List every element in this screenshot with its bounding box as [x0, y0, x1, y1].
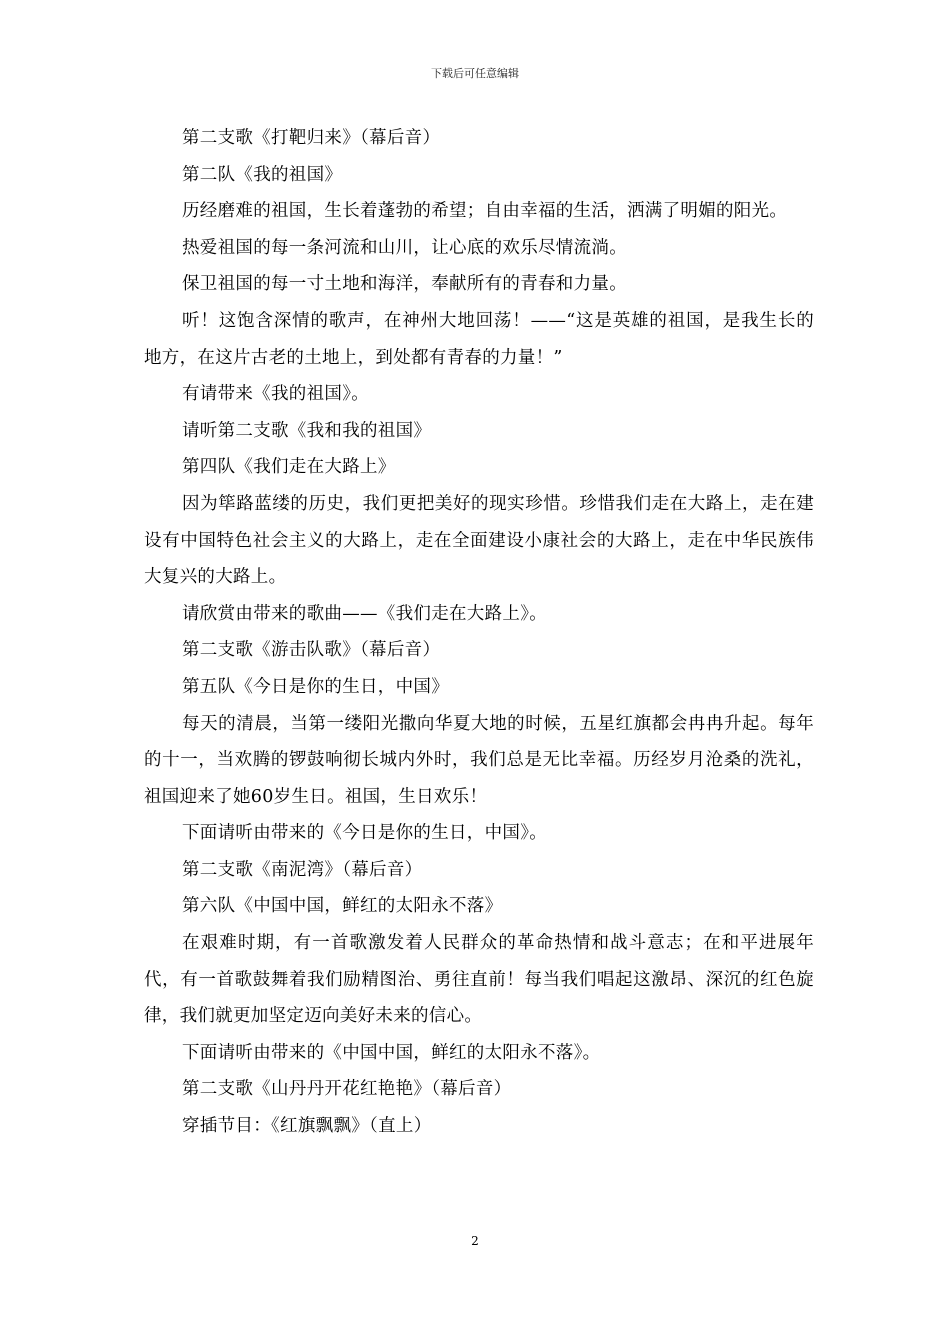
- paragraph: 历经磨难的祖国，生长着蓬勃的希望；自由幸福的生活，洒满了明媚的阳光。: [182, 201, 788, 222]
- paragraph: 因为筚路蓝缕的历史，我们更把美好的现实珍惜。珍惜我们走在大路上，走在建设有中国特色社会主义的大路上，走在全面建设小康社会的大路上，走在中华民族伟大复兴的大路上。: [144, 493, 814, 588]
- paragraph: 请欣赏由带来的歌曲——《我们走在大路上》。: [182, 603, 548, 624]
- paragraph: 第五队《今日是你的生日，中国》: [182, 676, 449, 697]
- paragraph: 第二支歌《山丹丹开花红艳艳》（幕后音）: [182, 1079, 512, 1100]
- document-body: [144, 120, 814, 1145]
- paragraph: 穿插节目：《红旗飘飘》（直上）: [182, 1116, 432, 1137]
- paragraph: 在艰难时期，有一首歌激发着人民群众的革命热情和战斗意志；在和平进展年代，有一首歌鼓舞着我们励精图治、勇往直前！每当我们唱起这激昂、深沉的红色旋律，我们就更加坚定迈向美好未来的信心。: [144, 933, 814, 1027]
- paragraph: 第六队《中国中国，鲜红的太阳永不落》: [182, 896, 503, 917]
- paragraph: 下面请听由带来的《中国中国，鲜红的太阳永不落》。: [182, 1042, 601, 1063]
- paragraph: 第二支歌《游击队歌》（幕后音）: [182, 640, 441, 661]
- paragraph: 听！这饱含深情的歌声，在神州大地回荡！——“这是英雄的祖国，是我生长的地方，在这片古老的土地上，到处都有青春的力量！”: [144, 310, 814, 368]
- paragraph: 第二队《我的祖国》: [182, 164, 343, 185]
- paragraph: 每天的清晨，当第一缕阳光撒向华夏大地的时候，五星红旗都会冉冉升起。每年的十一，当欢腾的锣鼓响彻长城内外时，我们总是无比幸福。历经岁月沧桑的洗礼，祖国迎来了她60岁生日。祖国，生日欢乐！: [144, 713, 814, 807]
- paragraph: 第二支歌《打靶归来》（幕后音）: [182, 128, 441, 148]
- paragraph: 保卫祖国的每一寸土地和海洋，奉献所有的青春和力量。: [182, 274, 627, 295]
- paragraph: 第二支歌《南泥湾》（幕后音）: [182, 859, 423, 880]
- page-header: 下载后可任意编辑: [431, 67, 519, 80]
- paragraph: 有请带来《我的祖国》。: [182, 384, 370, 405]
- page-number: 2: [471, 1234, 479, 1248]
- paragraph: 请听第二支歌《我和我的祖国》: [182, 420, 432, 441]
- paragraph: 第四队《我们走在大路上》: [182, 457, 396, 478]
- paragraph: 热爱祖国的每一条河流和山川，让心底的欢乐尽情流淌。: [182, 237, 627, 258]
- paragraph: 下面请听由带来的《今日是你的生日，中国》。: [182, 823, 548, 844]
